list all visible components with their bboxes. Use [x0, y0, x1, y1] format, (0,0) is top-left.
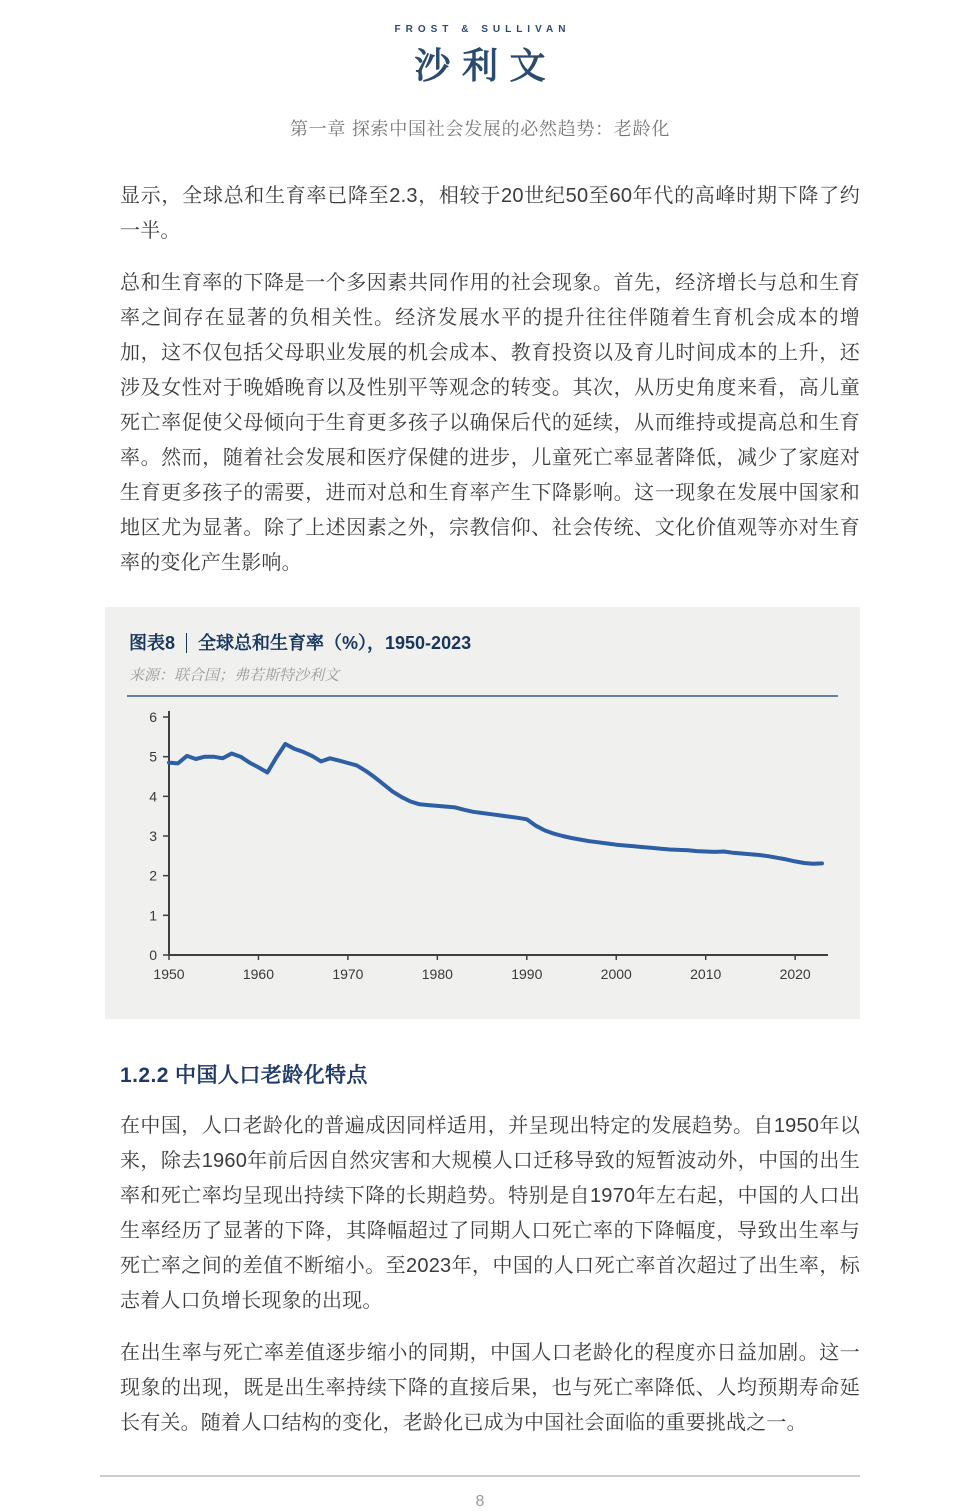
- footer-divider: [100, 1475, 860, 1477]
- figure-source: 来源：联合国；弗若斯特沙利文: [129, 666, 340, 684]
- svg-text:2000: 2000: [600, 965, 632, 982]
- chart-svg: [129, 703, 836, 1005]
- svg-text:0: 0: [149, 946, 157, 963]
- svg-text:2020: 2020: [779, 965, 811, 982]
- shalliwen-logo: 沙利文: [414, 45, 558, 86]
- page-number: 8: [475, 1492, 485, 1510]
- page-footer: [0, 1475, 960, 1511]
- figure-header: [129, 633, 836, 655]
- svg-text:1950: 1950: [153, 965, 185, 982]
- figure-label: 图表8: [129, 633, 187, 653]
- brand-header: [0, 0, 960, 141]
- page-content: [120, 179, 860, 1441]
- svg-text:4: 4: [149, 787, 157, 804]
- frost-sullivan-wordmark: FROST & SULLIVAN: [394, 24, 571, 35]
- svg-text:6: 6: [149, 708, 157, 725]
- paragraph-tfr-causes: 总和生育率的下降是一个多因素共同作用的社会现象。首先，经济增长与总和生育率之间存在显著的负相关性。经济发展水平的提升往往伴随着生育机会成本的增加，这不仅包括父母职业发展的机会成本、教育投资以及育儿时间成本的上升，还涉及女性对于晚婚晚育以及性别平等观念的转变。其次，从历史角度来看，高儿童死亡率促使父母倾向于生育更多孩子以确保后代的延续，从而维持或提高总和生育率。然而，随着社会发展和医疗保健的进步，儿童死亡率显著降低，减少了家庭对生育更多孩子的需要，进而对总和生育率产生下降影响。这一现象在发展中国家和地区尤为显著。除了上述因素之外，宗教信仰、社会传统、文化价值观等亦对生育率的变化产生影响。: [120, 272, 860, 574]
- section-heading-1-2-2: 1.2.2 中国人口老龄化特点: [120, 1063, 368, 1087]
- svg-text:1970: 1970: [332, 965, 364, 982]
- paragraph-aging-challenge: 在出生率与死亡率差值逐步缩小的同期，中国人口老龄化的程度亦日益加剧。这一现象的出现，既是出生率持续下降的直接后果，也与死亡率降低、人均预期寿命延长有关。随着人口结构的变化，老龄化已成为中国社会面临的重要挑战之一。: [120, 1341, 860, 1434]
- svg-text:1990: 1990: [511, 965, 543, 982]
- figure-divider: [127, 695, 838, 697]
- figure-card: [105, 607, 860, 1019]
- figure-title: 全球总和生育率（%），1950-2023: [198, 633, 472, 653]
- chapter-title: 第一章 探索中国社会发展的必然趋势：老龄化: [289, 119, 671, 139]
- svg-text:5: 5: [149, 748, 157, 765]
- svg-text:3: 3: [149, 827, 157, 844]
- paragraph-china-trend: 在中国，人口老龄化的普遍成因同样适用，并呈现出特定的发展趋势。自1950年以来，除去1960年前后因自然灾害和大规模人口迁移导致的短暂波动外，中国的出生率和死亡率均呈现出持续下降的长期趋势。特别是自1970年左右起，中国的人口出生率经历了显著的下降，其降幅超过了同期人口死亡率的下降幅度，导致出生率与死亡率之间的差值不断缩小。至2023年，中国的人口死亡率首次超过了出生率，标志着人口负增长现象的出现。: [120, 1114, 860, 1312]
- svg-text:2010: 2010: [690, 965, 722, 982]
- fertility-line-chart: [129, 703, 836, 1005]
- svg-text:1: 1: [149, 906, 157, 923]
- svg-text:2: 2: [149, 867, 157, 884]
- svg-text:1980: 1980: [421, 965, 453, 982]
- paragraph-global-tfr: 显示，全球总和生育率已降至2.3，相较于20世纪50至60年代的高峰时期下降了约一半。: [120, 185, 860, 242]
- svg-text:1960: 1960: [242, 965, 275, 982]
